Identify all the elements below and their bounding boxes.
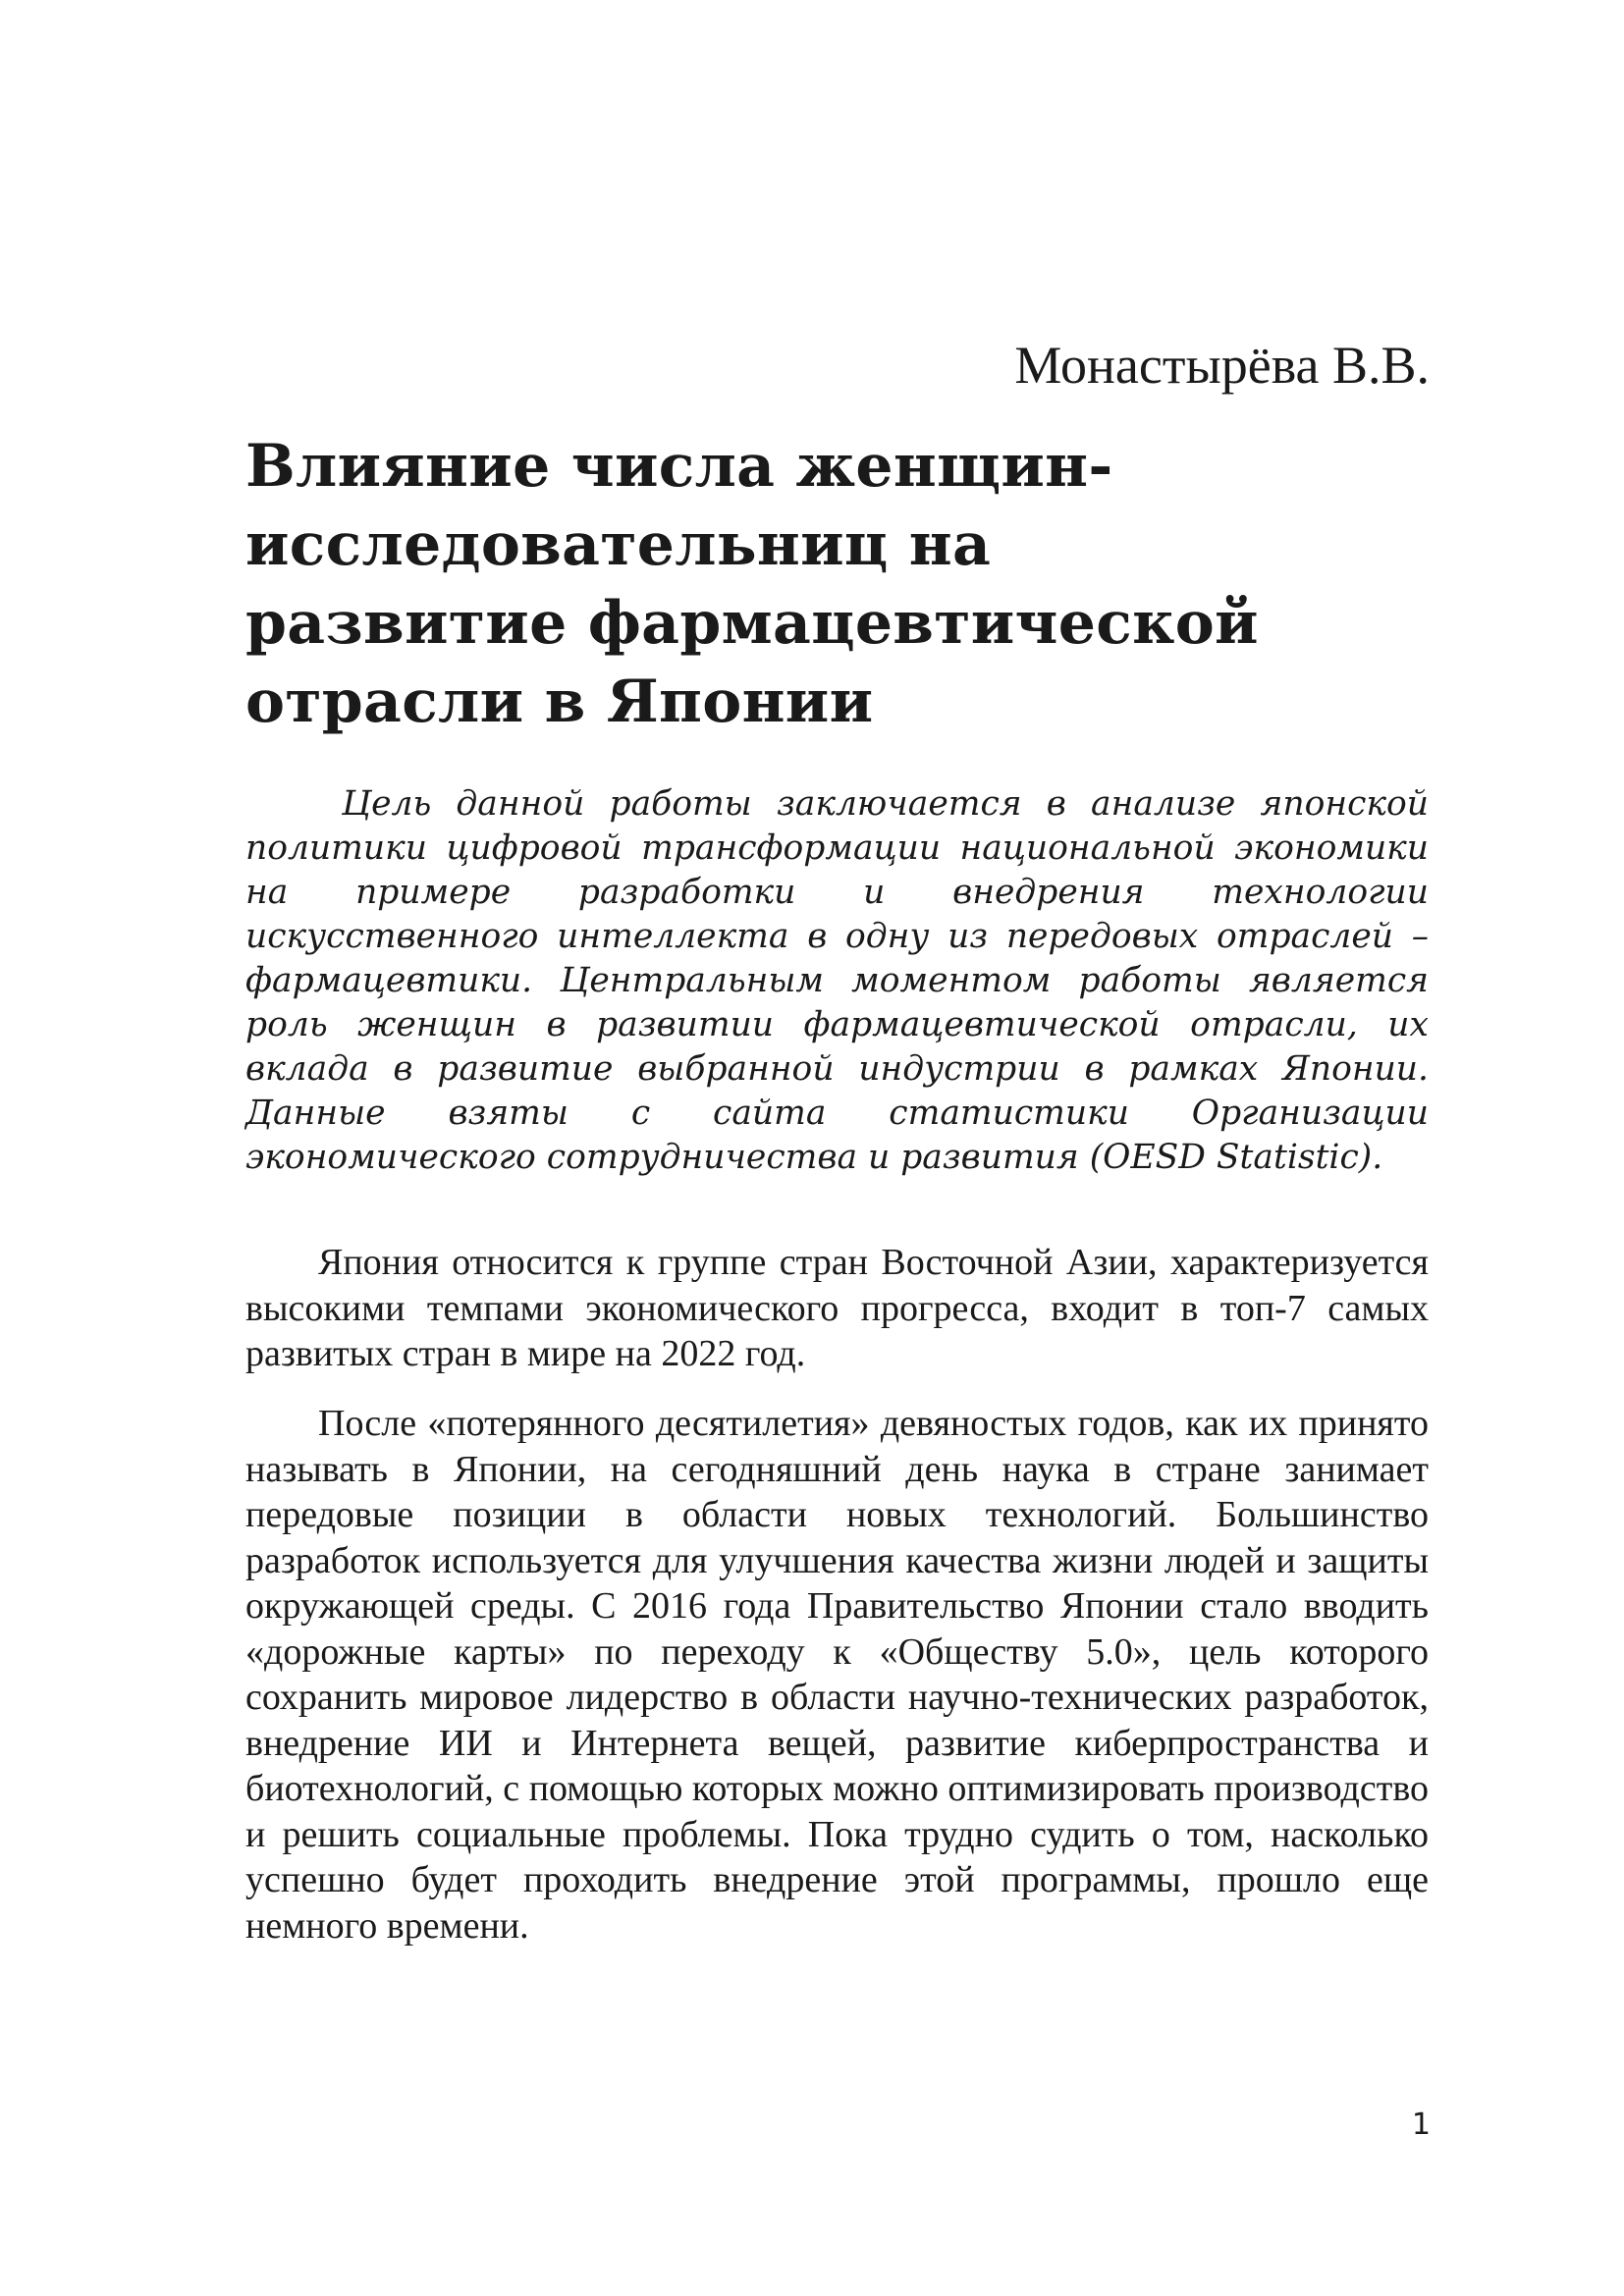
abstract: Цель данной работы заключается в анализе японской политики цифровой трансформации национальной экономики на примере разработки и внедрения технологии искусственного интеллекта в одну из передовых отраслей – фармацевтики. Центральным моментом работы является роль женщин в развитии фармацевтической отрасли, их вклада в развитие выбранной индустрии в рамках Японии. Данные взяты с сайта статистики Организации экономического сотрудничества и развития (OESD Statistic).	[245, 784, 1429, 1177]
paper-title: Влияние числа женщин-исследовательниц на развитие фармацевтической отрасли в Японии	[245, 432, 1259, 736]
author-name: Монастырёва В.В.	[1014, 336, 1430, 395]
page-number: 1	[1411, 2108, 1431, 2142]
body-paragraph-1: Япония относится к группе стран Восточной Азии, характеризуется высокими темпами экономического прогресса, входит в топ-7 самых развитых стран в мире на 2022 год.	[245, 1242, 1429, 1374]
body-paragraph-2: После «потерянного десятилетия» девяностых годов, как их принято называть в Японии, на сегодняшний день наука в стране занимает передовые позиции в области новых технологий. Большинство разработок используется для улучшения качества жизни людей и защиты окружающей среды. С 2016 года Правительство Японии стало вводить «дорожные карты» по переходу к «Обществу 5.0», цель которого сохранить мировое лидерство в области научно-технических разработок, внедрение ИИ и Интернета вещей, развитие киберпространства и биотехнологий, с помощью которых можно оптимизировать производство и решить социальные проблемы. Пока трудно судить о том, насколько успешно будет проходить внедрение этой программы, прошло еще немного времени.	[245, 1403, 1429, 1947]
